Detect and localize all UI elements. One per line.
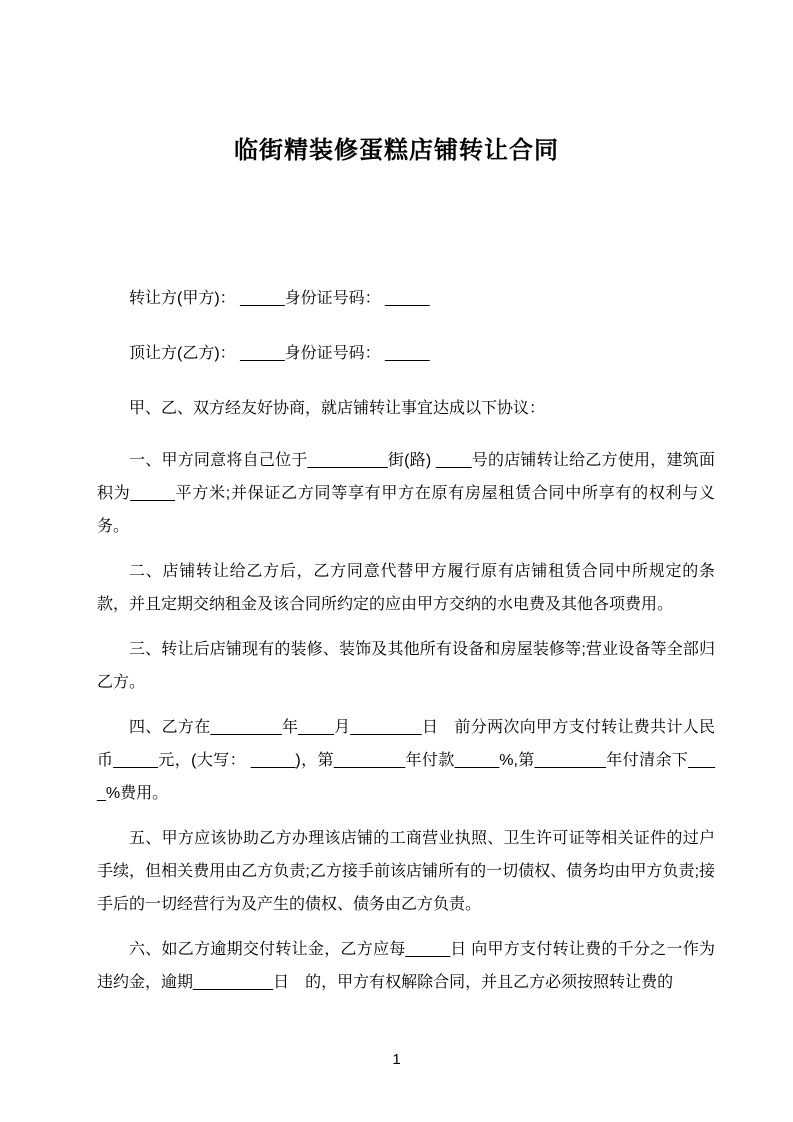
clause-5: 五、甲方应该协助乙方办理该店铺的工商营业执照、卫生许可证等相关证件的过户手续，但相关费用由乙方负责;乙方接手前该店铺所有的一切债权、债务均由甲方负责;接手后的一切经营行为及产生的债权、债务由乙方负责。 — [97, 830, 715, 913]
preamble-line: 甲、乙、双方经友好协商，就店铺转让事宜达成以下协议： — [129, 400, 546, 417]
clause-2: 二、店铺转让给乙方后，乙方同意代替甲方履行原有店铺租赁合同中所规定的条款，并且定期交纳租金及该合同所约定的应由甲方交纳的水电费及其他各项费用。 — [97, 563, 715, 613]
document-title: 临街精装修蛋糕店铺转让合同 — [234, 137, 559, 164]
party-a-line: 转让方(甲方)： _____身份证号码： _____ — [129, 290, 430, 307]
document-body — [97, 282, 715, 999]
clause-3: 三、转让后店铺现有的装修、装饰及其他所有设备和房屋装修等;营业设备等全部归乙方。 — [97, 641, 715, 691]
clause-6: 六、如乙方逾期交付转让金，乙方应每_____日 向甲方支付转让费的千分之一作为违约金，逾期_________日 的，甲方有权解除合同，并且乙方必须按照转让费的 — [97, 941, 715, 991]
page-number: 1 — [392, 1051, 401, 1068]
clause-4: 四、乙方在________年____月________日 前分两次向甲方支付转让费共计人民币_____元，(大写： _____)，第________年付款_____%,第________年付清余下____%费用。 — [97, 719, 715, 802]
party-b-line: 顶让方(乙方)： _____身份证号码： _____ — [129, 345, 430, 362]
clause-1: 一、甲方同意将自己位于_________街(路) ____号的店铺转让给乙方使用，建筑面积为_____平方米;并保证乙方同等享有甲方在原有房屋租赁合同中所享有的权利与义务。 — [97, 452, 715, 535]
